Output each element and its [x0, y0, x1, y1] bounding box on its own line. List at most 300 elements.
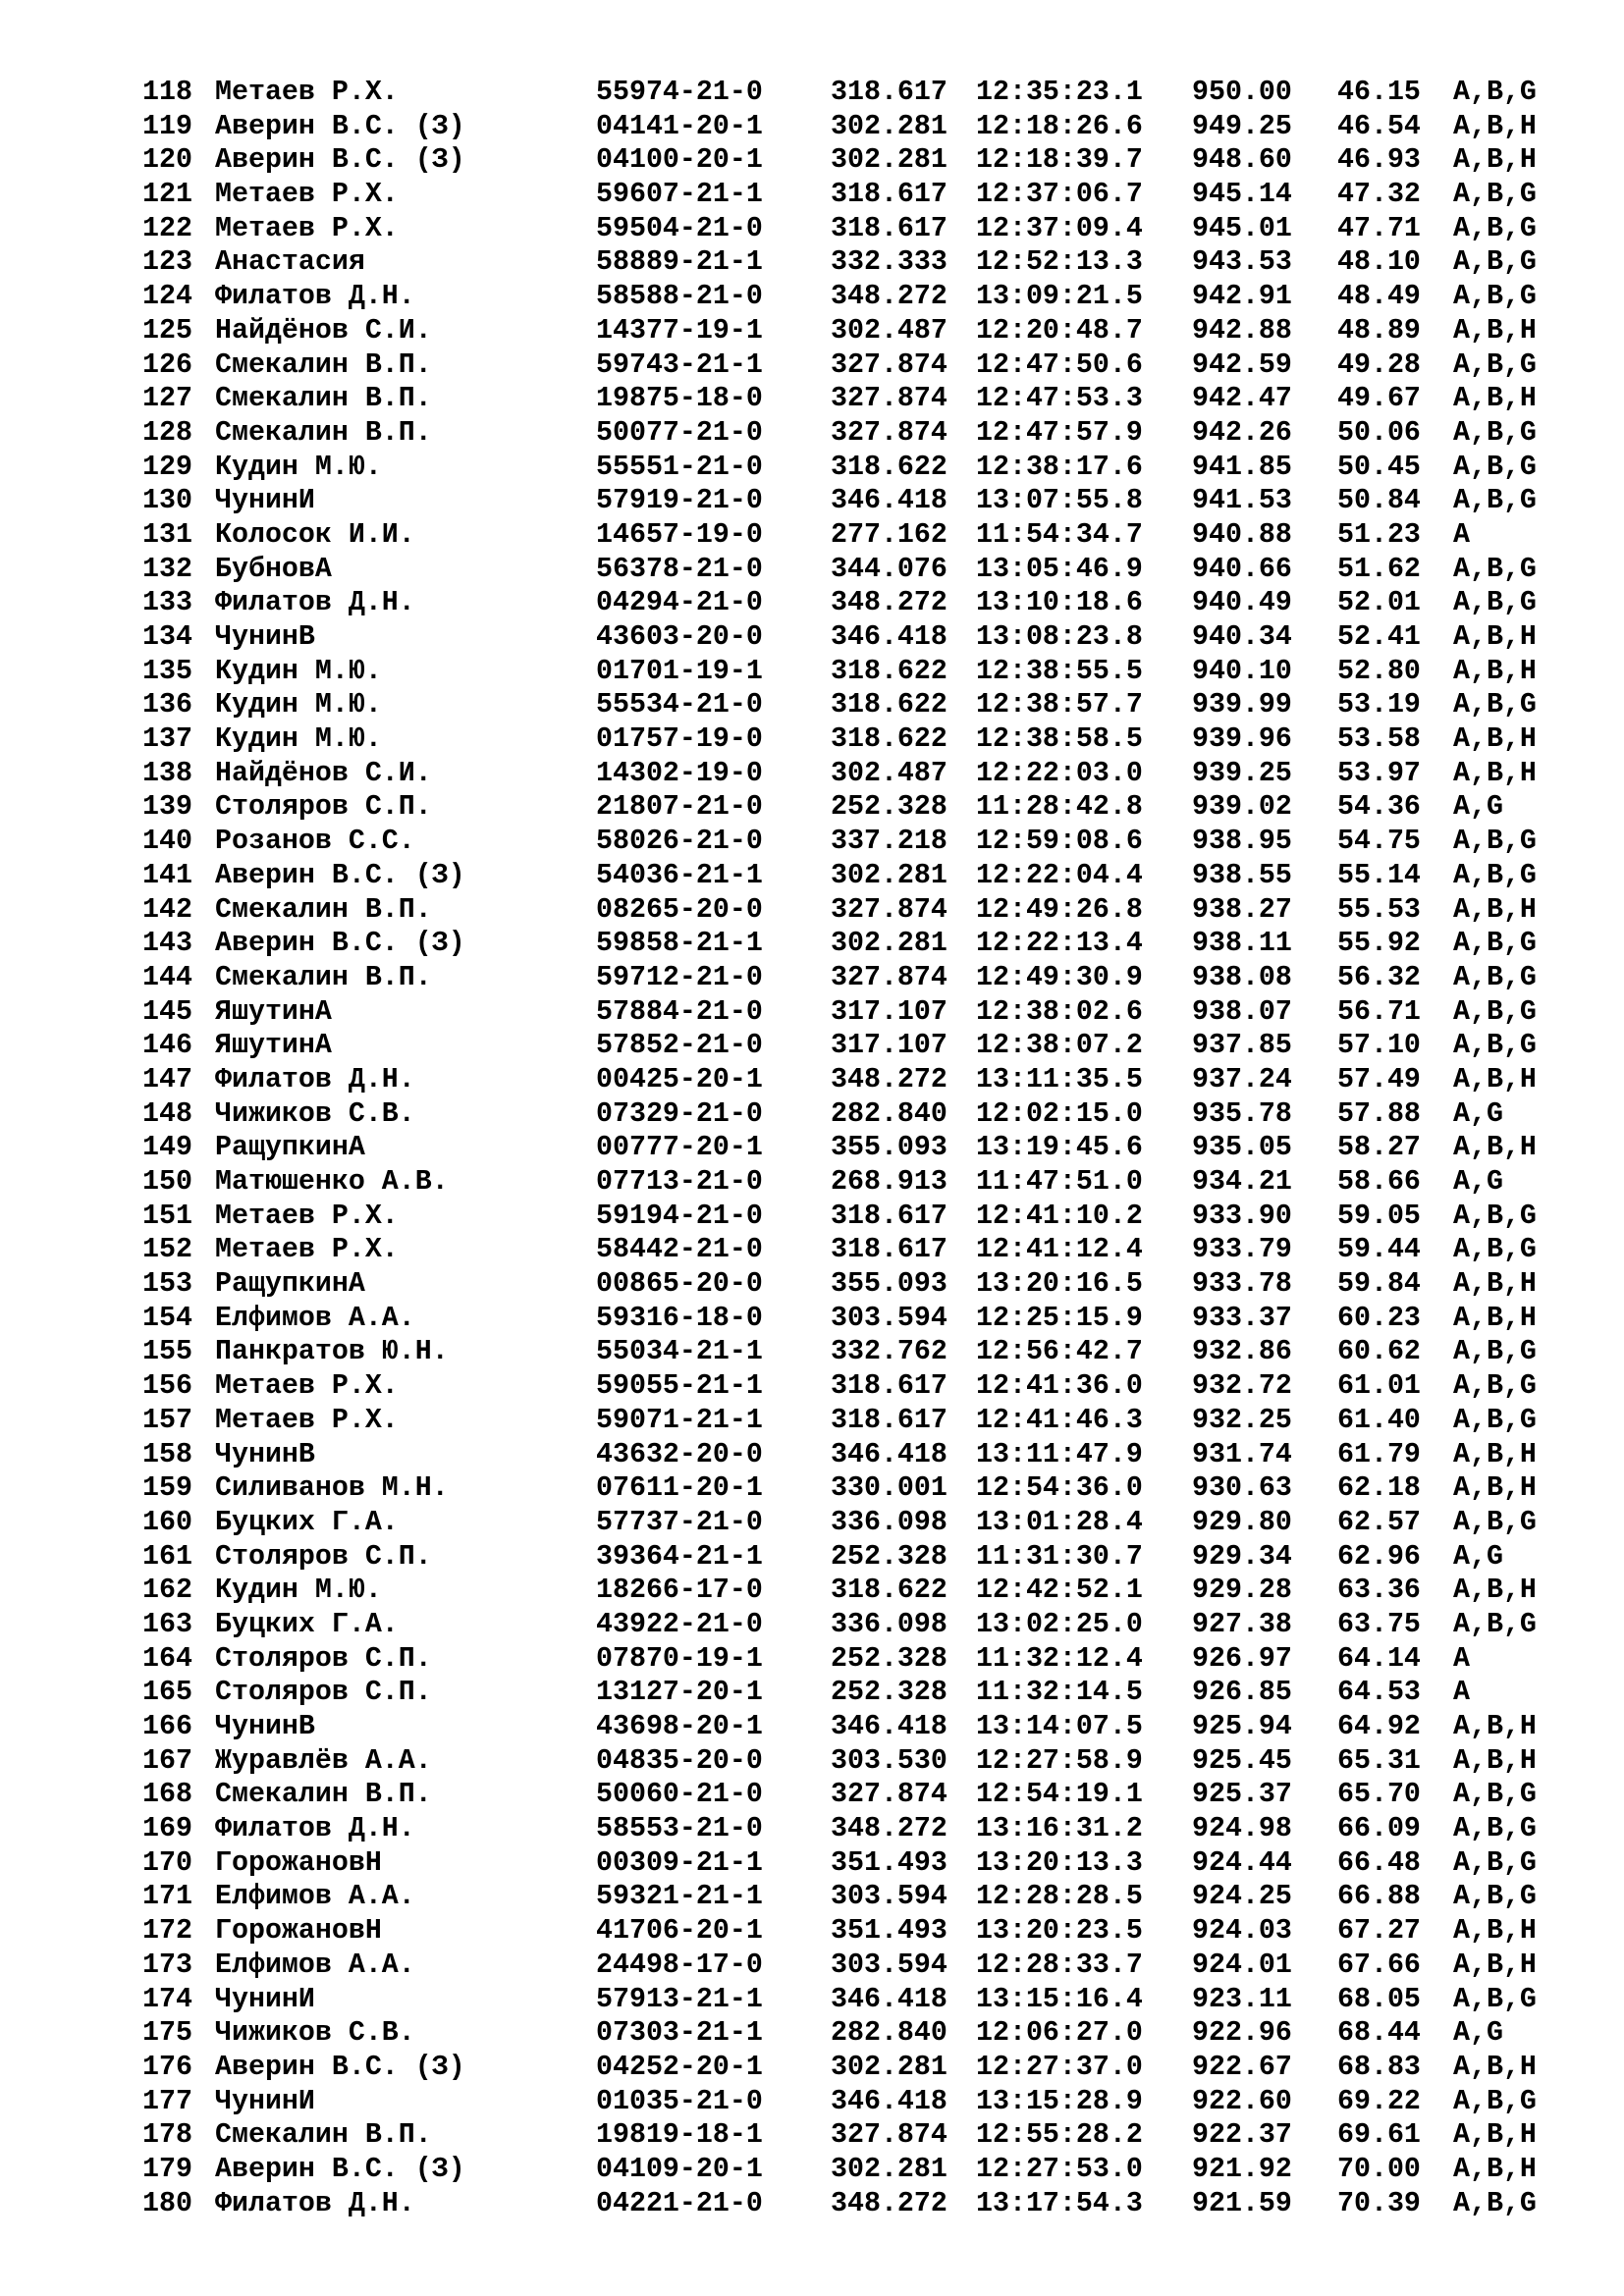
place-cell: 168	[142, 1779, 192, 1811]
name-cell: Анастасия	[215, 246, 365, 279]
place-cell: 163	[142, 1608, 192, 1640]
distance-cell: 302.281	[831, 144, 947, 177]
coefficient-cell: 55.53	[1337, 893, 1421, 926]
coefficient-cell: 54.36	[1337, 791, 1421, 824]
distance-cell: 351.493	[831, 1846, 947, 1879]
ring-number-cell: 04100-20-1	[596, 144, 763, 177]
category-flags-cell: A,B,G	[1453, 1983, 1537, 2015]
arrival-time-cell: 12:41:36.0	[976, 1370, 1143, 1403]
category-flags-cell: A,B,G	[1453, 1506, 1537, 1538]
coefficient-cell: 63.75	[1337, 1608, 1421, 1640]
category-flags-cell: A,B,G	[1453, 1370, 1537, 1403]
ring-number-cell: 04294-21-0	[596, 587, 763, 619]
category-flags-cell: A,B,H	[1453, 893, 1537, 926]
category-flags-cell: A,B,H	[1453, 1472, 1537, 1505]
distance-cell: 318.617	[831, 1234, 947, 1266]
ring-number-cell: 00309-21-1	[596, 1846, 763, 1879]
speed-cell: 939.25	[1192, 757, 1292, 789]
arrival-time-cell: 11:47:51.0	[976, 1166, 1143, 1198]
place-cell: 176	[142, 2051, 192, 2083]
place-cell: 165	[142, 1677, 192, 1709]
category-flags-cell: A,B,H	[1453, 1711, 1537, 1742]
category-flags-cell: A,B,G	[1453, 1608, 1537, 1640]
name-cell: ЧунинИ	[215, 485, 315, 517]
arrival-time-cell: 11:32:12.4	[976, 1642, 1143, 1675]
ring-number-cell: 59712-21-0	[596, 961, 763, 993]
place-cell: 152	[142, 1234, 192, 1266]
distance-cell: 318.617	[831, 1370, 947, 1403]
category-flags-cell: A,B,G	[1453, 826, 1537, 858]
coefficient-cell: 50.06	[1337, 416, 1421, 449]
arrival-time-cell: 12:49:30.9	[976, 961, 1143, 993]
category-flags-cell: A,B,H	[1453, 723, 1537, 756]
speed-cell: 939.02	[1192, 791, 1292, 824]
ring-number-cell: 07870-19-1	[596, 1642, 763, 1675]
arrival-time-cell: 12:06:27.0	[976, 2017, 1143, 2050]
coefficient-cell: 47.32	[1337, 179, 1421, 211]
ring-number-cell: 57737-21-0	[596, 1506, 763, 1538]
distance-cell: 318.617	[831, 1200, 947, 1232]
place-cell: 134	[142, 621, 192, 653]
speed-cell: 929.34	[1192, 1540, 1292, 1573]
arrival-time-cell: 12:38:17.6	[976, 451, 1143, 483]
category-flags-cell: A,B,G	[1453, 689, 1537, 721]
speed-cell: 941.53	[1192, 485, 1292, 517]
distance-cell: 252.328	[831, 791, 947, 824]
name-cell: Смекалин В.П.	[215, 2119, 432, 2152]
name-cell: ЧунинИ	[215, 1983, 315, 2015]
category-flags-cell: A,B,G	[1453, 77, 1537, 108]
ring-number-cell: 01035-21-0	[596, 2085, 763, 2117]
coefficient-cell: 49.28	[1337, 348, 1421, 381]
speed-cell: 933.78	[1192, 1268, 1292, 1301]
category-flags-cell: A,G	[1453, 1540, 1503, 1573]
name-cell: Филатов Д.Н.	[215, 1063, 415, 1095]
place-cell: 153	[142, 1268, 192, 1301]
arrival-time-cell: 12:49:26.8	[976, 893, 1143, 926]
speed-cell: 939.99	[1192, 689, 1292, 721]
place-cell: 174	[142, 1983, 192, 2015]
name-cell: Смекалин В.П.	[215, 961, 432, 993]
speed-cell: 925.37	[1192, 1779, 1292, 1811]
coefficient-cell: 60.62	[1337, 1336, 1421, 1368]
name-cell: ЯшутинА	[215, 995, 332, 1028]
arrival-time-cell: 12:35:23.1	[976, 77, 1143, 108]
place-cell: 150	[142, 1166, 192, 1198]
ring-number-cell: 07303-21-1	[596, 2017, 763, 2050]
coefficient-cell: 57.88	[1337, 1097, 1421, 1130]
place-cell: 162	[142, 1575, 192, 1607]
distance-cell: 302.281	[831, 859, 947, 891]
ring-number-cell: 13127-20-1	[596, 1677, 763, 1709]
speed-cell: 924.98	[1192, 1813, 1292, 1845]
name-cell: ГорожановН	[215, 1846, 382, 1879]
arrival-time-cell: 12:18:39.7	[976, 144, 1143, 177]
ring-number-cell: 07611-20-1	[596, 1472, 763, 1505]
distance-cell: 348.272	[831, 587, 947, 619]
category-flags-cell: A,B,G	[1453, 1030, 1537, 1062]
name-cell: Панкратов Ю.Н.	[215, 1336, 449, 1368]
ring-number-cell: 57884-21-0	[596, 995, 763, 1028]
speed-cell: 943.53	[1192, 246, 1292, 279]
arrival-time-cell: 11:54:34.7	[976, 518, 1143, 551]
arrival-time-cell: 13:15:16.4	[976, 1983, 1143, 2015]
speed-cell: 924.03	[1192, 1915, 1292, 1948]
coefficient-cell: 66.48	[1337, 1846, 1421, 1879]
category-flags-cell: A,B,H	[1453, 1744, 1537, 1777]
speed-cell: 921.59	[1192, 2187, 1292, 2219]
distance-cell: 252.328	[831, 1540, 947, 1573]
category-flags-cell: A,B,G	[1453, 995, 1537, 1028]
ring-number-cell: 04109-20-1	[596, 2153, 763, 2185]
distance-cell: 318.622	[831, 655, 947, 687]
place-cell: 172	[142, 1915, 192, 1948]
arrival-time-cell: 12:27:58.9	[976, 1744, 1143, 1777]
distance-cell: 327.874	[831, 348, 947, 381]
place-cell: 169	[142, 1813, 192, 1845]
place-cell: 166	[142, 1711, 192, 1742]
ring-number-cell: 43922-21-0	[596, 1608, 763, 1640]
arrival-time-cell: 11:32:14.5	[976, 1677, 1143, 1709]
category-flags-cell: A,B,H	[1453, 110, 1537, 142]
place-cell: 121	[142, 179, 192, 211]
place-cell: 122	[142, 212, 192, 244]
coefficient-cell: 69.22	[1337, 2085, 1421, 2117]
ring-number-cell: 57913-21-1	[596, 1983, 763, 2015]
ring-number-cell: 39364-21-1	[596, 1540, 763, 1573]
distance-cell: 252.328	[831, 1677, 947, 1709]
arrival-time-cell: 12:28:28.5	[976, 1881, 1143, 1913]
speed-cell: 933.90	[1192, 1200, 1292, 1232]
coefficient-cell: 46.54	[1337, 110, 1421, 142]
arrival-time-cell: 12:38:57.7	[976, 689, 1143, 721]
arrival-time-cell: 13:20:23.5	[976, 1915, 1143, 1948]
distance-cell: 346.418	[831, 1983, 947, 2015]
distance-cell: 303.530	[831, 1744, 947, 1777]
category-flags-cell: A,G	[1453, 2017, 1503, 2050]
ring-number-cell: 59743-21-1	[596, 348, 763, 381]
category-flags-cell: A,B,G	[1453, 1336, 1537, 1368]
ring-number-cell: 57919-21-0	[596, 485, 763, 517]
place-cell: 161	[142, 1540, 192, 1573]
arrival-time-cell: 12:41:12.4	[976, 1234, 1143, 1266]
name-cell: Столяров С.П.	[215, 1642, 432, 1675]
category-flags-cell: A,B,G	[1453, 179, 1537, 211]
distance-cell: 302.281	[831, 2153, 947, 2185]
speed-cell: 921.92	[1192, 2153, 1292, 2185]
name-cell: Найдёнов С.И.	[215, 757, 432, 789]
category-flags-cell: A,B,H	[1453, 1302, 1537, 1334]
category-flags-cell: A,B,G	[1453, 348, 1537, 381]
ring-number-cell: 59321-21-1	[596, 1881, 763, 1913]
coefficient-cell: 62.18	[1337, 1472, 1421, 1505]
ring-number-cell: 59194-21-0	[596, 1200, 763, 1232]
coefficient-cell: 58.66	[1337, 1166, 1421, 1198]
arrival-time-cell: 12:22:13.4	[976, 928, 1143, 960]
category-flags-cell: A,B,G	[1453, 212, 1537, 244]
name-cell: Метаев Р.Х.	[215, 1404, 399, 1436]
coefficient-cell: 54.75	[1337, 826, 1421, 858]
arrival-time-cell: 12:47:50.6	[976, 348, 1143, 381]
speed-cell: 939.96	[1192, 723, 1292, 756]
coefficient-cell: 55.14	[1337, 859, 1421, 891]
distance-cell: 348.272	[831, 281, 947, 313]
distance-cell: 317.107	[831, 1030, 947, 1062]
place-cell: 123	[142, 246, 192, 279]
distance-cell: 282.840	[831, 2017, 947, 2050]
arrival-time-cell: 12:38:07.2	[976, 1030, 1143, 1062]
distance-cell: 302.281	[831, 2051, 947, 2083]
arrival-time-cell: 12:38:55.5	[976, 655, 1143, 687]
arrival-time-cell: 13:11:35.5	[976, 1063, 1143, 1095]
coefficient-cell: 53.58	[1337, 723, 1421, 756]
category-flags-cell: A,B,G	[1453, 485, 1537, 517]
distance-cell: 344.076	[831, 553, 947, 585]
coefficient-cell: 62.57	[1337, 1506, 1421, 1538]
place-cell: 125	[142, 314, 192, 347]
coefficient-cell: 68.44	[1337, 2017, 1421, 2050]
distance-cell: 318.617	[831, 179, 947, 211]
speed-cell: 935.78	[1192, 1097, 1292, 1130]
arrival-time-cell: 12:28:33.7	[976, 1949, 1143, 1981]
speed-cell: 926.85	[1192, 1677, 1292, 1709]
name-cell: Филатов Д.Н.	[215, 281, 415, 313]
coefficient-cell: 47.71	[1337, 212, 1421, 244]
name-cell: Елфимов А.А.	[215, 1949, 415, 1981]
place-cell: 136	[142, 689, 192, 721]
speed-cell: 941.85	[1192, 451, 1292, 483]
place-cell: 180	[142, 2187, 192, 2219]
name-cell: Смекалин В.П.	[215, 383, 432, 415]
name-cell: Метаев Р.Х.	[215, 1370, 399, 1403]
place-cell: 143	[142, 928, 192, 960]
speed-cell: 938.95	[1192, 826, 1292, 858]
distance-cell: 302.487	[831, 757, 947, 789]
category-flags-cell: A,B,H	[1453, 1063, 1537, 1095]
ring-number-cell: 59071-21-1	[596, 1404, 763, 1436]
place-cell: 127	[142, 383, 192, 415]
ring-number-cell: 00777-20-1	[596, 1132, 763, 1164]
distance-cell: 327.874	[831, 1779, 947, 1811]
name-cell: Кудин М.Ю.	[215, 451, 382, 483]
place-cell: 128	[142, 416, 192, 449]
distance-cell: 318.622	[831, 451, 947, 483]
category-flags-cell: A,B,H	[1453, 2051, 1537, 2083]
distance-cell: 277.162	[831, 518, 947, 551]
speed-cell: 924.01	[1192, 1949, 1292, 1981]
coefficient-cell: 61.40	[1337, 1404, 1421, 1436]
coefficient-cell: 60.23	[1337, 1302, 1421, 1334]
ring-number-cell: 56378-21-0	[596, 553, 763, 585]
ring-number-cell: 01701-19-1	[596, 655, 763, 687]
name-cell: Чижиков С.В.	[215, 2017, 415, 2050]
ring-number-cell: 41706-20-1	[596, 1915, 763, 1948]
category-flags-cell: A,G	[1453, 791, 1503, 824]
category-flags-cell: A,B,G	[1453, 859, 1537, 891]
distance-cell: 346.418	[831, 621, 947, 653]
name-cell: Метаев Р.Х.	[215, 77, 399, 108]
place-cell: 129	[142, 451, 192, 483]
name-cell: ЯшутинА	[215, 1030, 332, 1062]
name-cell: Силиванов М.Н.	[215, 1472, 449, 1505]
arrival-time-cell: 12:27:37.0	[976, 2051, 1143, 2083]
arrival-time-cell: 12:41:10.2	[976, 1200, 1143, 1232]
speed-cell: 942.91	[1192, 281, 1292, 313]
arrival-time-cell: 11:31:30.7	[976, 1540, 1143, 1573]
speed-cell: 938.07	[1192, 995, 1292, 1028]
coefficient-cell: 49.67	[1337, 383, 1421, 415]
ring-number-cell: 59607-21-1	[596, 179, 763, 211]
ring-number-cell: 55974-21-0	[596, 77, 763, 108]
place-cell: 124	[142, 281, 192, 313]
speed-cell: 942.26	[1192, 416, 1292, 449]
ring-number-cell: 59055-21-1	[596, 1370, 763, 1403]
place-cell: 175	[142, 2017, 192, 2050]
category-flags-cell: A,B,G	[1453, 961, 1537, 993]
arrival-time-cell: 12:37:06.7	[976, 179, 1143, 211]
category-flags-cell: A,B,H	[1453, 1915, 1537, 1948]
coefficient-cell: 53.97	[1337, 757, 1421, 789]
coefficient-cell: 48.49	[1337, 281, 1421, 313]
place-cell: 160	[142, 1506, 192, 1538]
ring-number-cell: 59316-18-0	[596, 1302, 763, 1334]
arrival-time-cell: 13:19:45.6	[976, 1132, 1143, 1164]
name-cell: ЧунинИ	[215, 2085, 315, 2117]
speed-cell: 926.97	[1192, 1642, 1292, 1675]
coefficient-cell: 61.01	[1337, 1370, 1421, 1403]
ring-number-cell: 58553-21-0	[596, 1813, 763, 1845]
place-cell: 145	[142, 995, 192, 1028]
category-flags-cell: A,B,H	[1453, 1438, 1537, 1470]
distance-cell: 346.418	[831, 1438, 947, 1470]
coefficient-cell: 61.79	[1337, 1438, 1421, 1470]
coefficient-cell: 57.10	[1337, 1030, 1421, 1062]
ring-number-cell: 58442-21-0	[596, 1234, 763, 1266]
place-cell: 151	[142, 1200, 192, 1232]
place-cell: 155	[142, 1336, 192, 1368]
arrival-time-cell: 12:25:15.9	[976, 1302, 1143, 1334]
category-flags-cell: A,B,H	[1453, 383, 1537, 415]
arrival-time-cell: 12:38:02.6	[976, 995, 1143, 1028]
name-cell: Розанов С.С.	[215, 826, 415, 858]
category-flags-cell: A,B,H	[1453, 2119, 1537, 2152]
distance-cell: 355.093	[831, 1132, 947, 1164]
speed-cell: 938.08	[1192, 961, 1292, 993]
arrival-time-cell: 13:14:07.5	[976, 1711, 1143, 1742]
place-cell: 156	[142, 1370, 192, 1403]
category-flags-cell: A,B,H	[1453, 757, 1537, 789]
distance-cell: 327.874	[831, 893, 947, 926]
name-cell: ЧунинВ	[215, 621, 315, 653]
coefficient-cell: 57.49	[1337, 1063, 1421, 1095]
speed-cell: 938.55	[1192, 859, 1292, 891]
place-cell: 149	[142, 1132, 192, 1164]
name-cell: РащупкинА	[215, 1132, 365, 1164]
arrival-time-cell: 12:59:08.6	[976, 826, 1143, 858]
distance-cell: 346.418	[831, 485, 947, 517]
ring-number-cell: 18266-17-0	[596, 1575, 763, 1607]
place-cell: 173	[142, 1949, 192, 1981]
distance-cell: 348.272	[831, 1813, 947, 1845]
category-flags-cell: A,B,G	[1453, 1813, 1537, 1845]
ring-number-cell: 00865-20-0	[596, 1268, 763, 1301]
speed-cell: 934.21	[1192, 1166, 1292, 1198]
name-cell: Аверин В.С. (З)	[215, 2051, 465, 2083]
ring-number-cell: 04835-20-0	[596, 1744, 763, 1777]
category-flags-cell: A	[1453, 518, 1470, 551]
ring-number-cell: 24498-17-0	[596, 1949, 763, 1981]
name-cell: Кудин М.Ю.	[215, 1575, 382, 1607]
place-cell: 157	[142, 1404, 192, 1436]
speed-cell: 932.86	[1192, 1336, 1292, 1368]
speed-cell: 940.10	[1192, 655, 1292, 687]
place-cell: 178	[142, 2119, 192, 2152]
name-cell: Аверин В.С. (З)	[215, 2153, 465, 2185]
speed-cell: 942.59	[1192, 348, 1292, 381]
ring-number-cell: 21807-21-0	[596, 791, 763, 824]
arrival-time-cell: 12:22:03.0	[976, 757, 1143, 789]
speed-cell: 932.25	[1192, 1404, 1292, 1436]
category-flags-cell: A,B,G	[1453, 1881, 1537, 1913]
place-cell: 147	[142, 1063, 192, 1095]
place-cell: 158	[142, 1438, 192, 1470]
coefficient-cell: 64.92	[1337, 1711, 1421, 1742]
arrival-time-cell: 12:41:46.3	[976, 1404, 1143, 1436]
speed-cell: 932.72	[1192, 1370, 1292, 1403]
arrival-time-cell: 13:20:16.5	[976, 1268, 1143, 1301]
name-cell: Смекалин В.П.	[215, 416, 432, 449]
category-flags-cell: A,B,H	[1453, 621, 1537, 653]
speed-cell: 940.49	[1192, 587, 1292, 619]
arrival-time-cell: 12:27:53.0	[976, 2153, 1143, 2185]
speed-cell: 950.00	[1192, 77, 1292, 108]
distance-cell: 318.617	[831, 1404, 947, 1436]
speed-cell: 922.60	[1192, 2085, 1292, 2117]
coefficient-cell: 52.41	[1337, 621, 1421, 653]
category-flags-cell: A	[1453, 1642, 1470, 1675]
arrival-time-cell: 12:54:19.1	[976, 1779, 1143, 1811]
place-cell: 164	[142, 1642, 192, 1675]
place-cell: 144	[142, 961, 192, 993]
place-cell: 119	[142, 110, 192, 142]
coefficient-cell: 66.09	[1337, 1813, 1421, 1845]
coefficient-cell: 63.36	[1337, 1575, 1421, 1607]
speed-cell: 937.85	[1192, 1030, 1292, 1062]
arrival-time-cell: 12:55:28.2	[976, 2119, 1143, 2152]
ring-number-cell: 58889-21-1	[596, 246, 763, 279]
distance-cell: 303.594	[831, 1302, 947, 1334]
place-cell: 171	[142, 1881, 192, 1913]
speed-cell: 925.94	[1192, 1711, 1292, 1742]
coefficient-cell: 64.53	[1337, 1677, 1421, 1709]
distance-cell: 252.328	[831, 1642, 947, 1675]
place-cell: 148	[142, 1097, 192, 1130]
place-cell: 132	[142, 553, 192, 585]
place-cell: 146	[142, 1030, 192, 1062]
speed-cell: 927.38	[1192, 1608, 1292, 1640]
speed-cell: 930.63	[1192, 1472, 1292, 1505]
speed-cell: 940.66	[1192, 553, 1292, 585]
ring-number-cell: 14377-19-1	[596, 314, 763, 347]
name-cell: Кудин М.Ю.	[215, 689, 382, 721]
name-cell: Смекалин В.П.	[215, 348, 432, 381]
distance-cell: 318.617	[831, 77, 947, 108]
ring-number-cell: 55534-21-0	[596, 689, 763, 721]
coefficient-cell: 70.00	[1337, 2153, 1421, 2185]
category-flags-cell: A	[1453, 1677, 1470, 1709]
ring-number-cell: 43698-20-1	[596, 1711, 763, 1742]
ring-number-cell: 00425-20-1	[596, 1063, 763, 1095]
